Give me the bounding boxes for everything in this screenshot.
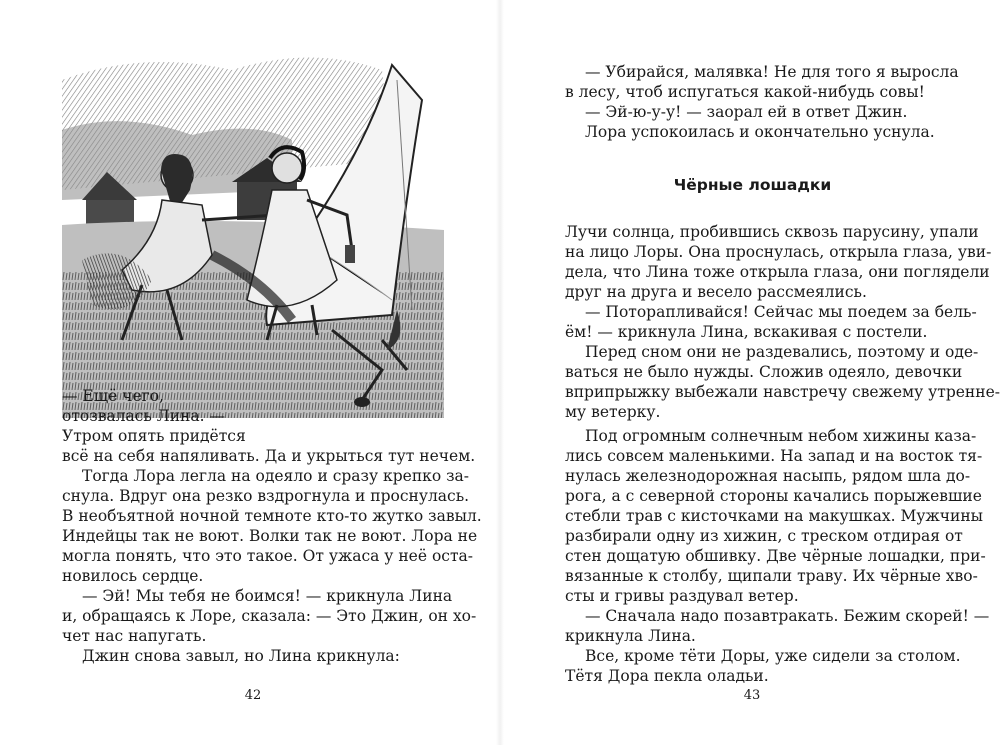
- text-line: — Ещё чего,: [62, 387, 165, 405]
- text-line: вприпрыжку выбежали навстречу свежему утренне-: [565, 383, 1000, 401]
- text-line: в лесу, чтоб испугаться какой-нибудь совы!: [565, 83, 925, 101]
- text-line: му ветерку.: [565, 403, 661, 421]
- text-line: чет нас напугать.: [62, 627, 207, 645]
- text-line: на лицо Лоры. Она проснулась, открыла глаза, уви-: [565, 243, 992, 261]
- text-line: — Убирайся, малявка! Не для того я выросла: [585, 63, 959, 81]
- text-line: Тогда Лора легла на одеяло и сразу крепко за-: [82, 467, 470, 485]
- text-line: рога, а с северной стороны качались порыжевшие: [565, 487, 982, 505]
- text-line: Лора успокоилась и окончательно уснула.: [585, 123, 935, 141]
- page-number: 43: [743, 688, 761, 703]
- text-line: могла понять, что это такое. От ужаса у неё оста-: [62, 547, 474, 565]
- text-line: — Поторапливайся! Сейчас мы поедем за бель-: [585, 303, 977, 321]
- text-line: Джин снова завыл, но Лина крикнула:: [82, 647, 400, 665]
- text-line: Все, кроме тёти Доры, уже сидели за столом.: [585, 647, 961, 665]
- text-line: лись совсем маленькими. На запад и на восток тя-: [565, 447, 983, 465]
- text-line: друг на друга и весело рассмеялись.: [565, 283, 867, 301]
- text-line: стен дощатую обшивку. Две чёрные лошадки, при-: [565, 547, 986, 565]
- text-line: — Эй-ю-у-у! — заорал ей в ответ Джин.: [585, 103, 908, 121]
- text-line: — Сначала надо позавтракать. Бежим скорей! —: [585, 607, 990, 625]
- text-line: Индейцы так не воют. Волки так не воют. Лора не: [62, 527, 478, 545]
- text-line: стебли трав с кисточками на макушках. Мужчины: [565, 507, 983, 525]
- text-line: нулась железнодорожная насыпь, рядом шла до-: [565, 467, 971, 485]
- text-line: — Эй! Мы тебя не боимся! — крикнула Лина: [82, 587, 453, 605]
- text-line: Тётя Дора пекла оладьи.: [565, 667, 769, 685]
- text-line: и, обращаясь к Лоре, сказала: — Это Джин, он хо-: [62, 607, 477, 625]
- text-line: Лучи солнца, пробившись сквозь парусину, упали: [565, 223, 979, 241]
- text-line: разбирали одну из хижин, с треском отдирая от: [565, 527, 963, 545]
- text-line: Перед сном они не раздевались, поэтому и оде-: [585, 343, 979, 361]
- text-line: сты и гривы раздувал ветер.: [565, 587, 799, 605]
- text-line: ваться не было нужды. Сложив одеяло, девочки: [565, 363, 963, 381]
- text-line: снула. Вдруг она резко вздрогнула и проснулась.: [62, 487, 470, 505]
- text-line: вязанные к столбу, щипали траву. Их чёрные хво-: [565, 567, 978, 585]
- text-line: ём! — крикнула Лина, вскакивая с постели.: [565, 323, 928, 341]
- text-line: отозвалась Лина. —: [62, 407, 225, 425]
- text-line: новилось сердце.: [62, 567, 204, 585]
- text-line: дела, что Лина тоже открыла глаза, они поглядели: [565, 263, 990, 281]
- text-line: всё на себя напяливать. Да и укрыться тут нечем.: [62, 447, 476, 465]
- chapter-title: Чёрные лошадки: [673, 176, 832, 194]
- illustration-girls-running-with-canvas: [62, 40, 444, 418]
- text-line: В необъятной ночной темноте кто-то жутко завыл.: [62, 507, 482, 525]
- text-line: крикнула Лина.: [565, 627, 696, 645]
- text-line: Под огромным солнечным небом хижины каза-: [585, 427, 977, 445]
- page-number: 42: [244, 688, 262, 703]
- text-line: Утром опять придётся: [62, 427, 246, 445]
